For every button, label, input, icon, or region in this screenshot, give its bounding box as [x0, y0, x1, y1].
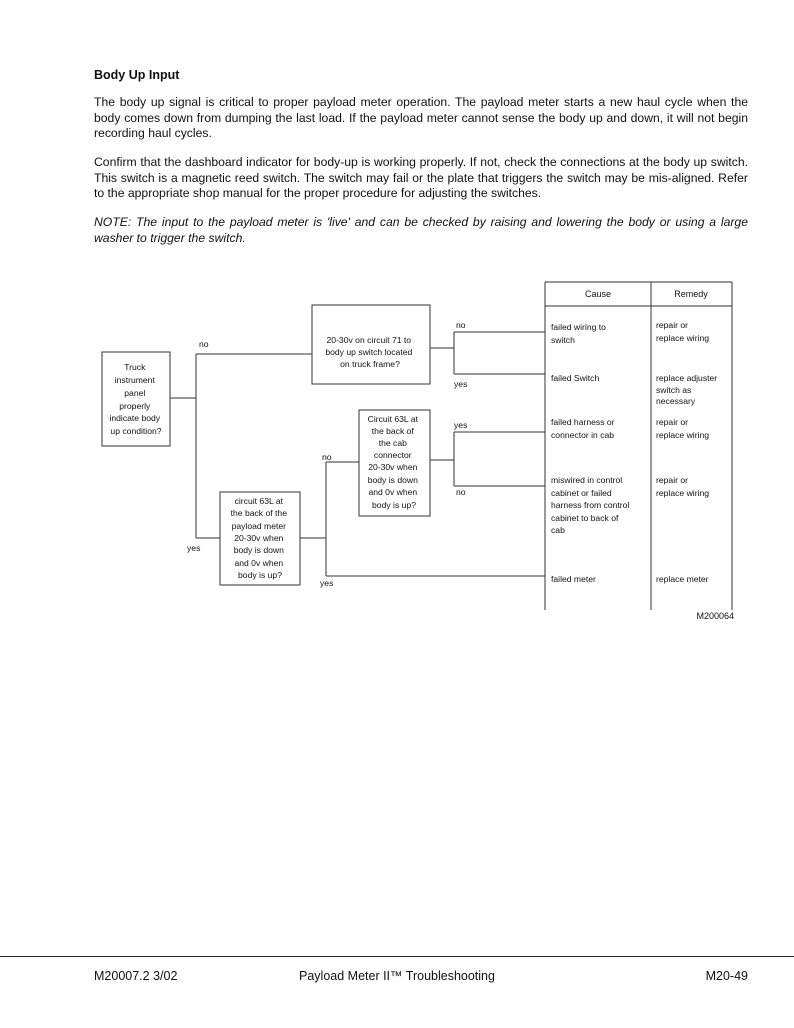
footer-doc-id: M20007.2 3/02: [94, 969, 178, 983]
remedy-repair-wiring: repair or replace wiring: [656, 417, 710, 440]
yes-label: yes: [454, 420, 468, 430]
yes-label: yes: [187, 543, 201, 553]
yes-label: yes: [320, 578, 334, 588]
payload-meter-question: circuit 63L at the back of the payload meter 20-30v when body is down and 0v when body is up?: [230, 496, 287, 580]
remedy-repair-wiring: repair or replace wiring: [656, 320, 710, 343]
note-paragraph: NOTE: The input to the payload meter is 'live' and can be checked by raising and lowering the body or using a large washer to trigger the switch.: [94, 215, 748, 245]
no-label: no: [456, 487, 466, 497]
cause-failed-switch: failed Switch: [551, 373, 600, 383]
cause-header: Cause: [584, 289, 612, 299]
cause-miswired: miswired in control cabinet or failed harness from control cabinet to back of cab: [551, 475, 630, 535]
footer-title: Payload Meter II™ Troubleshooting: [299, 969, 495, 983]
cause-failed-meter: failed meter: [551, 574, 596, 584]
circuit71-question: 20-30v on circuit 71 to body up switch located on truck frame?: [325, 335, 413, 369]
no-label: no: [456, 320, 466, 330]
paragraph-1: The body up signal is critical to proper payload meter operation. The payload meter starts a new haul cycle when the body comes down from dumping the last load. If the payload meter cannot sense the body up and down, it will not begin recording haul cycles.: [94, 95, 748, 141]
cab-connector-question: Circuit 63L at the back of the cab connector 20-30v when body is down and 0v when body is up?: [367, 414, 418, 510]
remedy-replace-meter: replace meter: [656, 574, 709, 584]
section-heading: Body Up Input: [94, 68, 180, 82]
paragraph-2: Confirm that the dashboard indicator for body-up is working properly. If not, check the connections at the body up switch. This switch is a magnetic reed switch. The switch may fail or the plate that triggers the switch may be mis-aligned. Refer to the appropriate shop manual for the proper procedure for adjusting the switches.: [94, 155, 748, 201]
cause-failed-harness: failed harness or connector in cab: [551, 417, 615, 440]
truck-panel-question: Truck instrument panel properly indicate body up condition?: [109, 362, 162, 436]
yes-label: yes: [454, 379, 468, 389]
footer-rule: [0, 956, 794, 957]
no-label: no: [322, 452, 332, 462]
remedy-replace-switch: replace adjuster switch as necessary: [656, 373, 718, 406]
no-label: no: [199, 339, 209, 349]
figure-id: M200064: [696, 611, 734, 621]
footer-page-number: M20-49: [705, 969, 748, 983]
cause-failed-wiring: failed wiring to switch: [551, 322, 606, 345]
remedy-header: Remedy: [674, 289, 708, 299]
remedy-repair-wiring: repair or replace wiring: [656, 475, 710, 498]
